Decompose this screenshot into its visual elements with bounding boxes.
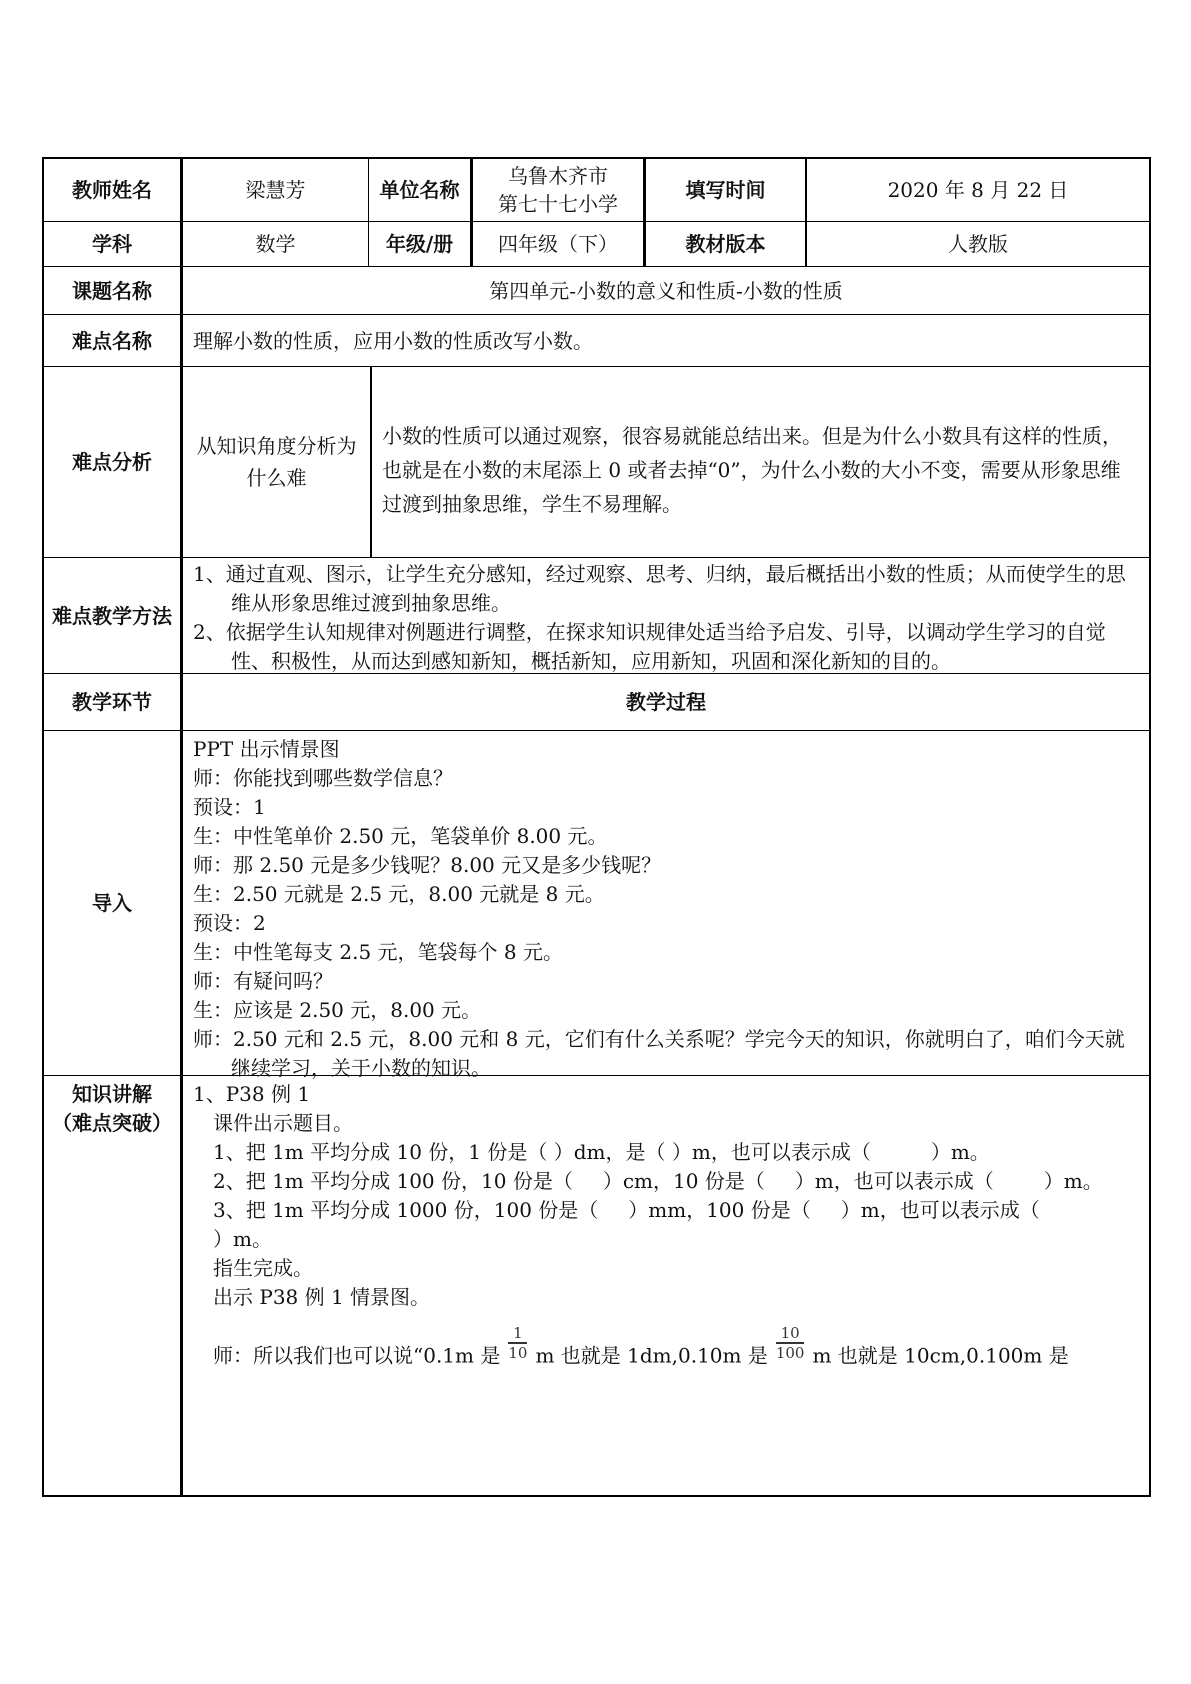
method-item-2: 2、依据学生认知规律对例题进行调整，在探求知识规律处适当给予启发、引导，以调动学生学习的自觉性、积极性，从而达到感知新知，概括新知，应用新知，巩固和深化新知的目的。 — [193, 620, 1106, 673]
knowledge-line-8 — [193, 1324, 1139, 1376]
intro-line-5: 师：那 2.50 元是多少钱呢？8.00 元又是多少钱呢？ — [193, 853, 662, 877]
knowledge-line-7: 出示 P38 例 1 情景图。 — [213, 1285, 431, 1309]
knowledge-label-line1: 知识讲解 — [72, 1082, 152, 1106]
fraction-1-over-10 — [508, 1324, 527, 1362]
date-label: 填写时间 — [644, 159, 807, 221]
row-process-header — [44, 674, 1149, 731]
intro-label: 导入 — [44, 731, 183, 1075]
fraction-1-numerator: 1 — [513, 1324, 523, 1342]
intro-line-1: PPT 出示情景图 — [193, 737, 340, 761]
intro-content — [183, 731, 1149, 1080]
lesson-plan-table — [42, 157, 1151, 1497]
date-value: 2020 年 8 月 22 日 — [887, 178, 1069, 202]
teacher-label: 教师姓名 — [44, 159, 183, 221]
knowledge-content — [183, 1076, 1149, 1495]
topic-label: 课题名称 — [44, 267, 183, 314]
knowledge-label — [44, 1076, 183, 1495]
teacher-value: 梁慧芳 — [183, 159, 369, 221]
knowledge-line-2: 课件出示题目。 — [213, 1111, 353, 1135]
intro-line-11: 师：2.50 元和 2.5 元，8.00 元和 8 元，它们有什么关系呢？学完今天的知识，你就明白了，咱们今天就继续学习，关于小数的知识。 — [193, 1027, 1125, 1080]
methods-label: 难点教学方法 — [44, 558, 183, 673]
row-subject-info — [44, 222, 1149, 267]
knowledge-line-4a: 2、把 1m 平均分成 100 份，10 份是（ — [213, 1169, 573, 1193]
unit-label: 单位名称 — [369, 159, 473, 221]
intro-line-10: 生：应该是 2.50 元，8.00 元。 — [193, 998, 482, 1022]
fraction-10-over-100 — [776, 1324, 805, 1362]
knowledge-line-6: 指生完成。 — [213, 1256, 313, 1280]
knowledge-line-3 — [193, 1138, 1139, 1167]
analysis-sub-label-line1: 从知识角度分析为 — [196, 434, 357, 458]
method-item-1: 1、通过直观、图示，让学生充分感知，经过观察、思考、归纳，最后概括出小数的性质；从而使学生的思维从形象思维过渡到抽象思维。 — [193, 562, 1126, 615]
knowledge-label-line2: （难点突破） — [52, 1111, 172, 1135]
row-intro — [44, 731, 1149, 1080]
fraction-1-denominator: 10 — [508, 1344, 528, 1362]
difficulty-value: 理解小数的性质，应用小数的性质改写小数。 — [193, 328, 593, 353]
methods-content — [183, 558, 1149, 673]
row-analysis — [44, 367, 1149, 558]
intro-line-4: 生：中性笔单价 2.50 元，笔袋单价 8.00 元。 — [193, 824, 608, 848]
knowledge-line-8b: m 也就是 1dm,0.10m 是 — [535, 1343, 768, 1368]
knowledge-line-4 — [193, 1167, 1139, 1196]
knowledge-line-5d: ）m。 — [213, 1227, 272, 1251]
analysis-sub-label-line2: 什么难 — [246, 466, 307, 490]
intro-line-6: 生：2.50 元就是 2.5 元，8.00 元就是 8 元。 — [193, 882, 605, 906]
grade-label: 年级/册 — [369, 222, 473, 266]
intro-line-7: 预设：2 — [193, 911, 266, 935]
grade-value: 四年级（下） — [473, 222, 644, 266]
knowledge-line-4b: ）cm，10 份是（ — [602, 1169, 765, 1193]
knowledge-line-3b: ）m。 — [930, 1140, 990, 1164]
knowledge-line-1: 1、P38 例 1 — [193, 1082, 311, 1106]
unit-value-line2: 第七十七小学 — [498, 192, 618, 216]
knowledge-line-8a: 师：所以我们也可以说“0.1m 是 — [213, 1343, 501, 1368]
unit-value-line1: 乌鲁木齐市 — [508, 164, 608, 188]
knowledge-line-8c: m 也就是 10cm,0.100m 是 — [812, 1343, 1069, 1368]
subject-label: 学科 — [44, 222, 183, 266]
knowledge-line-4d: ）m。 — [1043, 1169, 1103, 1193]
knowledge-line-5b: ）mm，100 份是（ — [628, 1198, 811, 1222]
knowledge-line-4c: ）m，也可以表示成（ — [794, 1169, 994, 1193]
row-teacher-info — [44, 159, 1149, 222]
row-difficulty — [44, 315, 1149, 367]
knowledge-line-5c: ）m，也可以表示成（ — [840, 1198, 1040, 1222]
intro-line-9: 师：有疑问吗？ — [193, 969, 333, 993]
subject-value: 数学 — [183, 222, 369, 266]
row-topic — [44, 267, 1149, 315]
knowledge-line-5a: 3、把 1m 平均分成 1000 份，100 份是（ — [213, 1198, 599, 1222]
row-knowledge — [44, 1076, 1149, 1495]
difficulty-label: 难点名称 — [44, 315, 183, 366]
topic-value: 第四单元-小数的意义和性质-小数的性质 — [489, 278, 843, 303]
knowledge-line-3a: 1、把 1m 平均分成 10 份，1 份是（ ）dm，是（ ）m，也可以表示成（ — [213, 1140, 871, 1164]
analysis-text: 小数的性质可以通过观察，很容易就能总结出来。但是为什么小数具有这样的性质，也就是在小数的末尾添上 0 或者去掉“0”，为什么小数的大小不变，需要从形象思维过渡到抽象思维，学生不易理解。 — [382, 424, 1122, 516]
analysis-sub-label — [183, 367, 372, 557]
intro-line-8: 生：中性笔每支 2.5 元，笔袋每个 8 元。 — [193, 940, 563, 964]
row-methods — [44, 558, 1149, 674]
intro-line-2: 师：你能找到哪些数学信息？ — [193, 766, 453, 790]
fraction-2-numerator: 10 — [780, 1324, 800, 1342]
process-step-label: 教学环节 — [44, 674, 183, 730]
analysis-label: 难点分析 — [44, 367, 183, 557]
knowledge-line-5 — [193, 1196, 1139, 1254]
edition-value: 人教版 — [948, 232, 1008, 256]
analysis-text-cell — [372, 367, 1149, 557]
unit-value — [473, 159, 644, 221]
process-title: 教学过程 — [626, 690, 706, 714]
intro-line-3: 预设：1 — [193, 795, 266, 819]
edition-label: 教材版本 — [644, 222, 807, 266]
fraction-2-denominator: 100 — [775, 1344, 805, 1362]
